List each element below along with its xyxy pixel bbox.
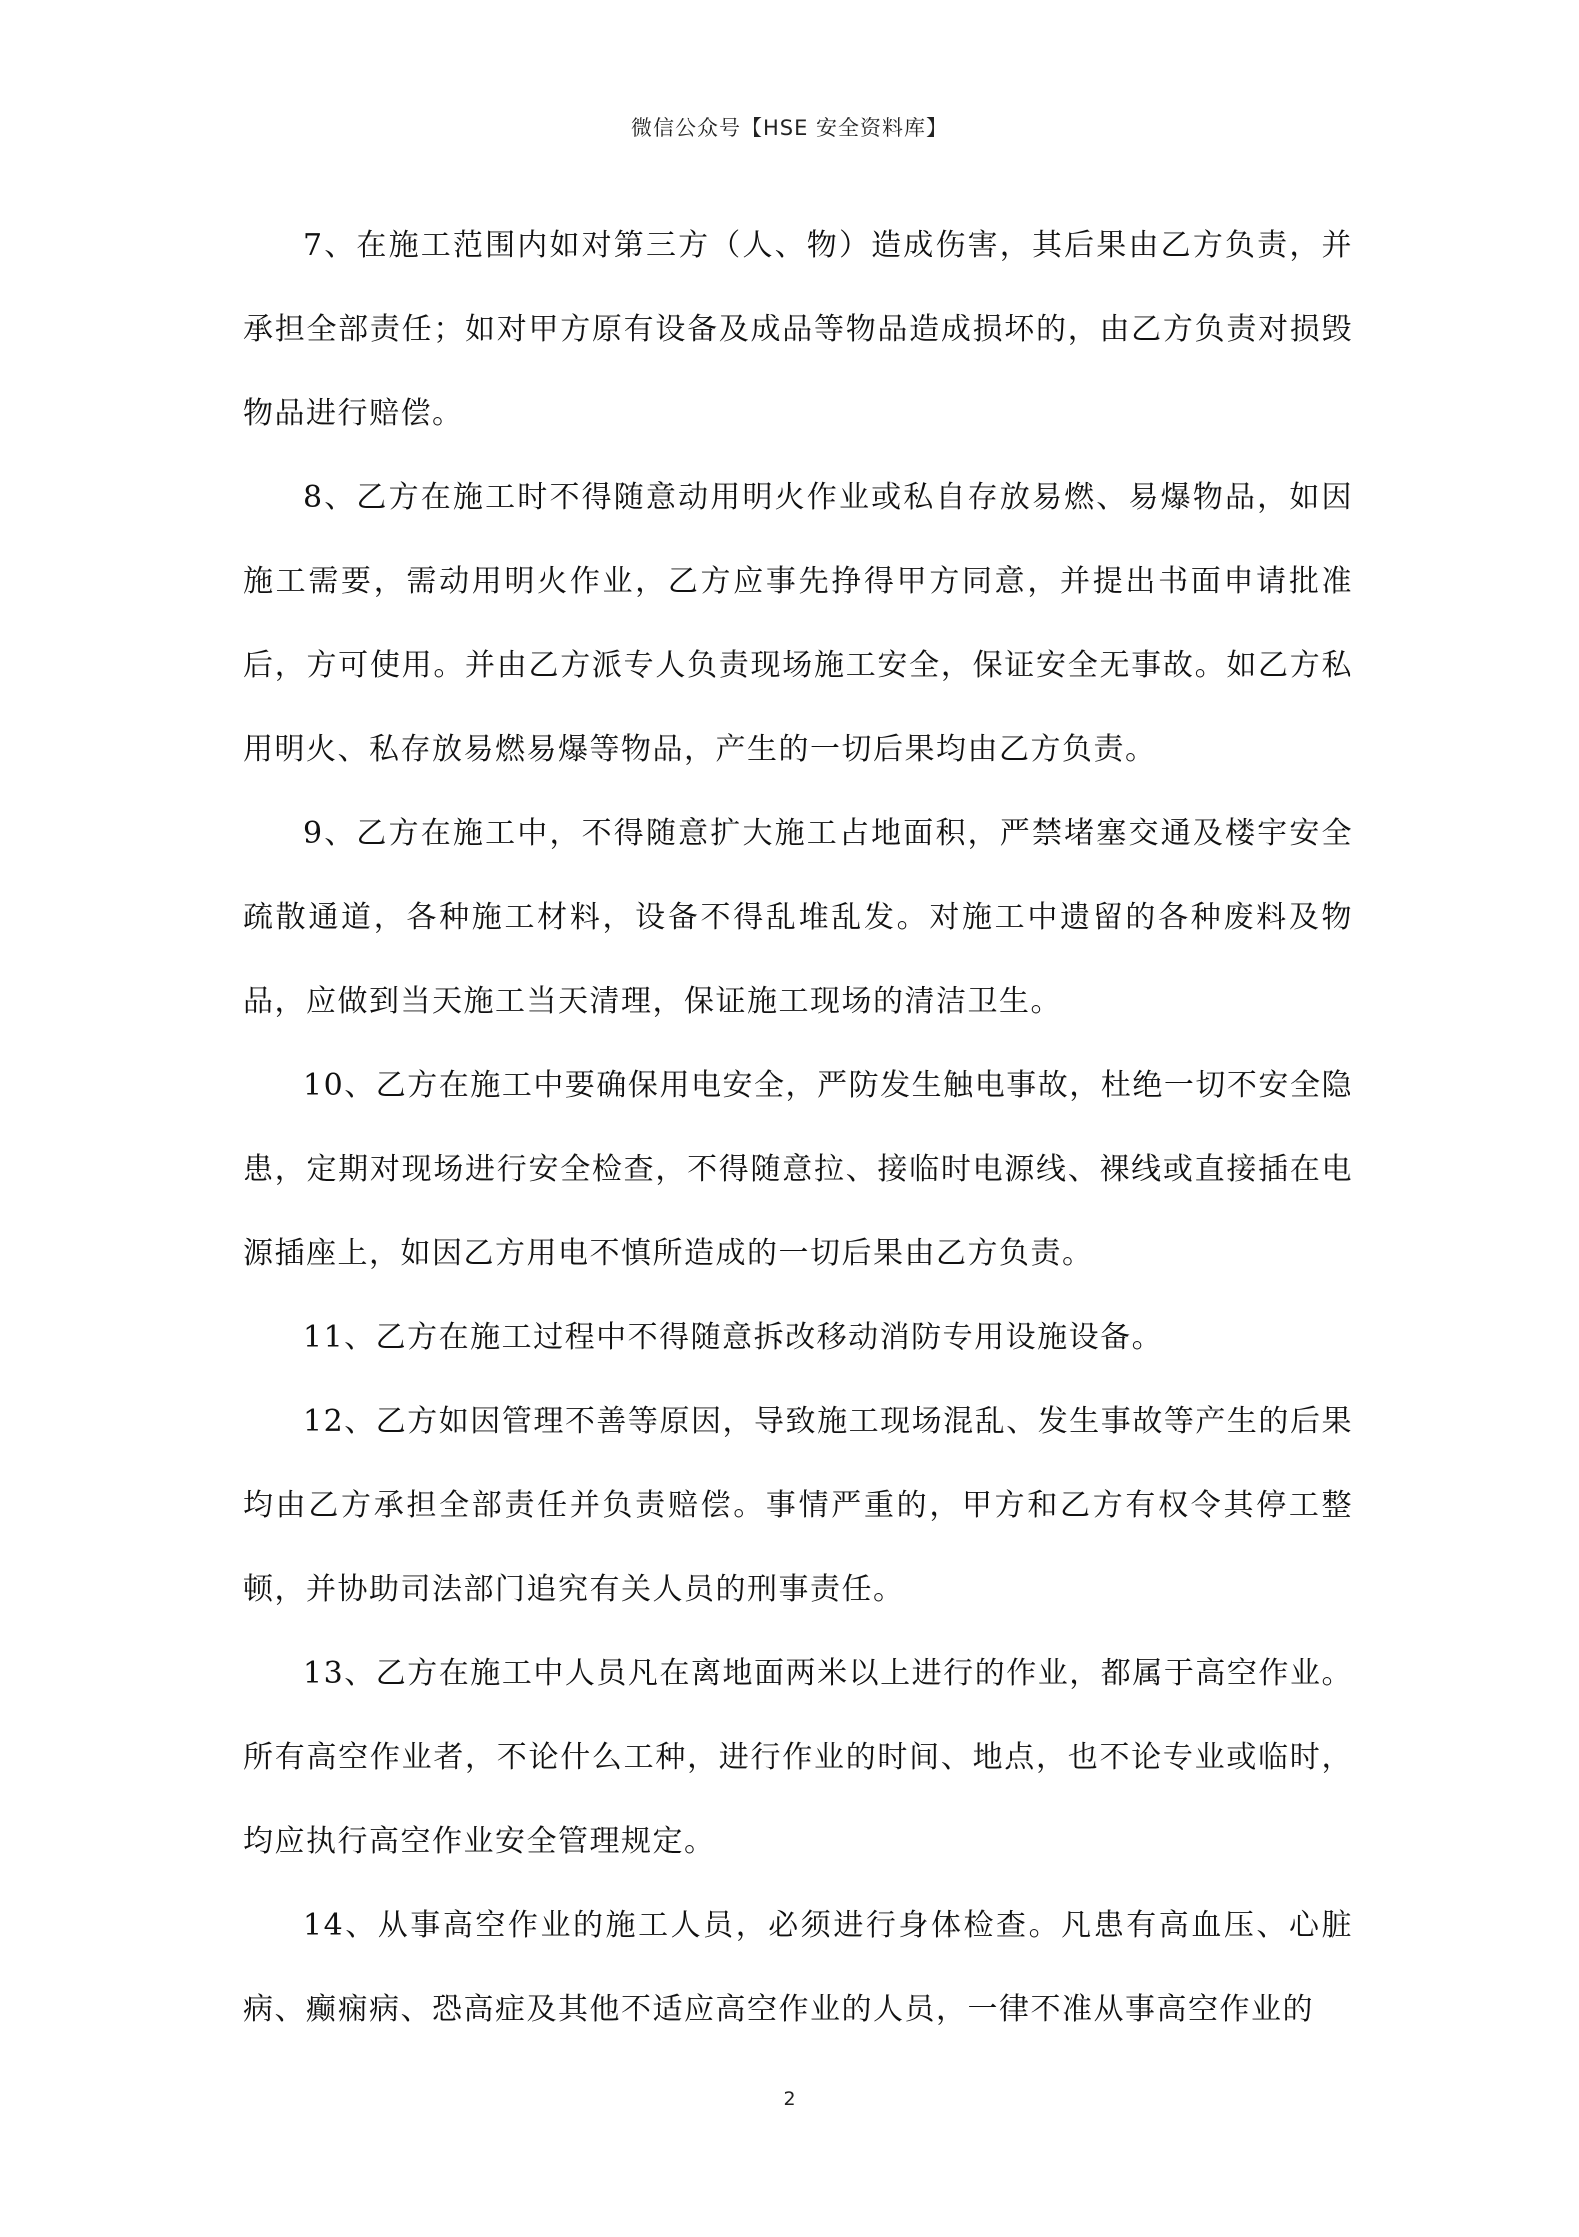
paragraph-clause-10: 10、乙方在施工中要确保用电安全，严防发生触电事故，杜绝一切不安全隐患，定期对现场进行安全检查，不得随意拉、接临时电源线、裸线或直接插在电源插座上，如因乙方用电不慎所造成的一切后果由乙方负责。	[243, 1068, 1353, 1271]
paragraph-clause-8: 8、乙方在施工时不得随意动用明火作业或私自存放易燃、易爆物品，如因施工需要，需动用明火作业，乙方应事先挣得甲方同意，并提出书面申请批准后，方可使用。并由乙方派专人负责现场施工安全，保证安全无事故。如乙方私用明火、私存放易燃易爆等物品，产生的一切后果均由乙方负责。	[243, 480, 1353, 767]
paragraph-clause-13: 13、乙方在施工中人员凡在离地面两米以上进行的作业，都属于高空作业。所有高空作业者，不论什么工种，进行作业的时间、地点，也不论专业或临时，均应执行高空作业安全管理规定。	[243, 1656, 1353, 1859]
paragraph-clause-12: 12、乙方如因管理不善等原因，导致施工现场混乱、发生事故等产生的后果均由乙方承担全部责任并负责赔偿。事情严重的，甲方和乙方有权令其停工整顿，并协助司法部门追究有关人员的刑事责任。	[243, 1404, 1353, 1607]
page-header: 微信公众号【HSE 安全资料库】	[630, 116, 949, 140]
paragraph-clause-9: 9、乙方在施工中，不得随意扩大施工占地面积，严禁堵塞交通及楼宇安全疏散通道，各种施工材料，设备不得乱堆乱发。对施工中遗留的各种废料及物品，应做到当天施工当天清理，保证施工现场的清洁卫生。	[243, 816, 1353, 1019]
document-body	[243, 204, 1353, 2052]
paragraph-clause-7: 7、在施工范围内如对第三方（人、物）造成伤害，其后果由乙方负责，并承担全部责任；如对甲方原有设备及成品等物品造成损坏的，由乙方负责对损毁物品进行赔偿。	[243, 228, 1353, 431]
paragraph-clause-11: 11、乙方在施工过程中不得随意拆改移动消防专用设施设备。	[303, 1320, 1164, 1355]
paragraph-clause-14: 14、从事高空作业的施工人员，必须进行身体检查。凡患有高血压、心脏病、癫痫病、恐高症及其他不适应高空作业的人员，一律不准从事高空作业的	[243, 1908, 1353, 2027]
page-number: 2	[783, 2088, 796, 2110]
